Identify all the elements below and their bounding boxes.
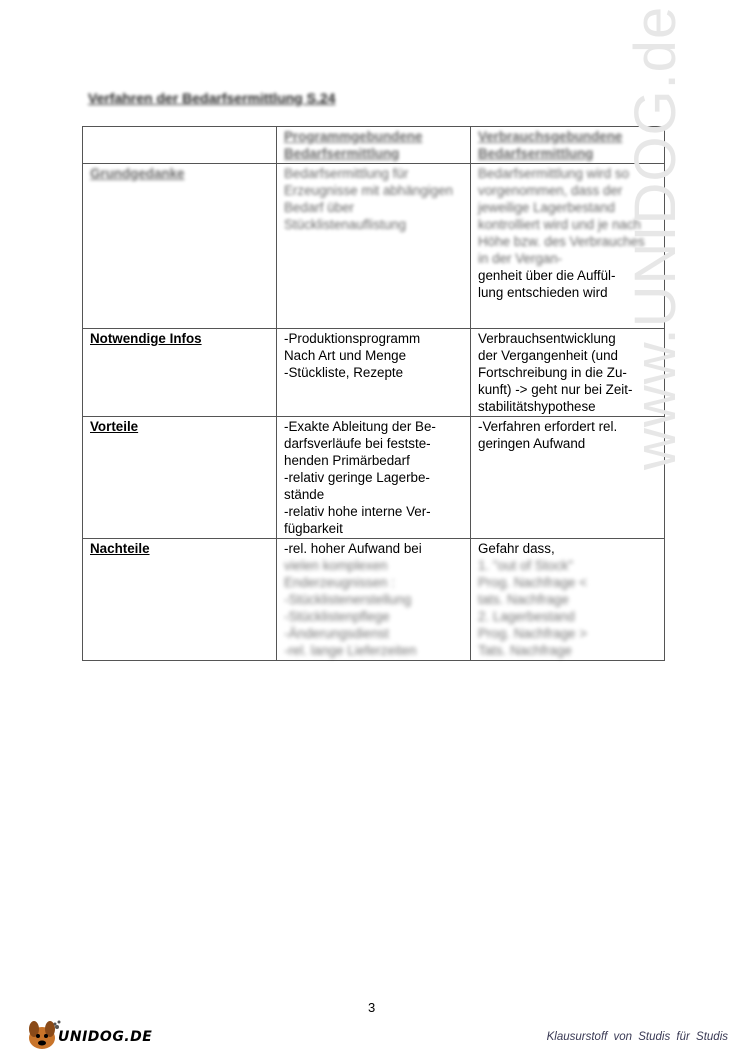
table-header-row <box>83 127 665 164</box>
table-row-vorteile <box>83 417 665 539</box>
cell-text: -Exakte Ableitung der Be- darfsverläufe bei festste- henden Primärbedarf -relativ geringe Lagerbe- stände -relativ hohe interne Ver- fügbarkeit <box>284 419 436 536</box>
cell-text-visible: genheit über die Auffül- lung entschieden wird <box>478 268 616 300</box>
table-row-grundgedanke <box>83 164 665 329</box>
cell-text: -Verfahren erfordert rel. geringen Aufwand <box>478 419 618 451</box>
header-programmgebunden: Programmgebundene Bedarfsermittlung <box>277 127 471 164</box>
cell-text-hidden: Bedarfsermittlung wird so vorgenommen, dass der jeweilige Lagerbestand kontrolliert wird und je nach Höhe bzw. des Verbrauches in der Vergan- <box>478 166 645 266</box>
cell-text: -Produktionsprogramm Nach Art und Menge -Stückliste, Rezepte <box>284 331 421 380</box>
logo-text: UNIDOG.DE <box>58 1029 153 1045</box>
document-title: Verfahren der Bedarfsermittlung S.24 <box>88 90 336 106</box>
watermark-text: www.UNIDOG.de <box>623 5 688 470</box>
cell-programmgebunden <box>277 164 471 329</box>
table-row-nachteile <box>83 539 665 661</box>
comparison-table <box>82 126 665 661</box>
row-label-cell <box>83 417 277 539</box>
cell-verbrauchsgebunden <box>471 539 665 661</box>
row-label: Vorteile <box>90 419 139 434</box>
cell-programmgebunden <box>277 417 471 539</box>
footer-slogan: Klausurstoff von Studis für Studis <box>546 1031 728 1043</box>
cell-text: Verbrauchsentwicklung der Vergangenheit (und Fortschreibung in die Zu- kunft) -> geht nur bei Zeit- stabilitätshypothese <box>478 331 633 414</box>
cell-text-visible: Gefahr dass, <box>478 541 555 556</box>
header-verbrauchsgebunden: Verbrauchsgebundene Bedarfsermittlung <box>471 127 665 164</box>
cell-programmgebunden <box>277 539 471 661</box>
cell-programmgebunden <box>277 329 471 417</box>
row-label-cell <box>83 164 277 329</box>
row-label-cell <box>83 329 277 417</box>
row-label: Notwendige Infos <box>90 331 202 346</box>
cell-text: Bedarfsermittlung für Erzeugnisse mit abhängigen Bedarf über Stücklistenauflistung <box>284 166 453 232</box>
page-number: 3 <box>368 1000 376 1015</box>
cell-text-visible: -rel. hoher Aufwand bei <box>284 541 422 556</box>
row-label: Nachteile <box>90 541 150 556</box>
row-label-cell <box>83 539 277 661</box>
header-cell-empty <box>83 127 277 164</box>
cell-text-hidden: vielen komplexen Enderzeugnissen : -Stücklistenerstellung -Stücklistenpflege -Änderungsdienst -rel. lange Lieferzeiten <box>284 558 417 658</box>
cell-text-hidden: 1. "out of Stock" Prog. Nachfrage < tats. Nachfrage 2. Lagerbestand Prog. Nachfrage > Tats. Nachfrage <box>478 558 588 658</box>
row-label: Grundgedanke <box>90 166 185 181</box>
table-row-notwendige-infos <box>83 329 665 417</box>
